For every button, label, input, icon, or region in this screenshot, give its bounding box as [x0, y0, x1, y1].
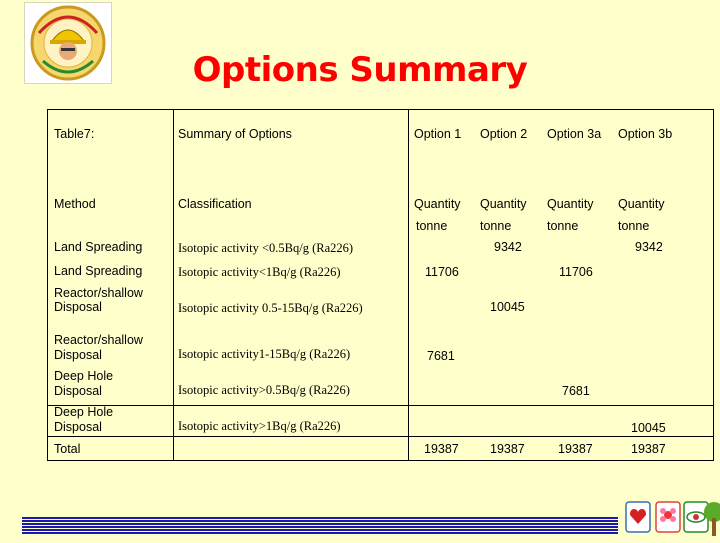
row-4-method-line-2: Disposal	[54, 348, 102, 362]
row-5-method-line-1: Deep Hole	[54, 369, 114, 383]
unit-label-4: tonne	[618, 219, 650, 233]
row-3-value: 10045	[490, 300, 525, 314]
row-4-classification: Isotopic activity1-15Bq/g (Ra226)	[178, 347, 351, 361]
row-2-value-b: 11706	[559, 265, 593, 279]
row-6-method-line-2: Disposal	[54, 420, 102, 434]
heart-hand-icon	[624, 498, 652, 536]
option-3a-header: Option 3a	[547, 127, 602, 141]
tree-icon	[702, 498, 720, 536]
options-summary-table	[47, 109, 714, 461]
row-6-method-line-1: Deep Hole	[54, 405, 114, 419]
row-2-method: Land Spreading	[54, 264, 143, 278]
total-label: Total	[54, 442, 81, 456]
footer-icons	[624, 498, 720, 540]
row-6-classification: Isotopic activity>1Bq/g (Ra226)	[178, 419, 341, 433]
row-5-classification: Isotopic activity>0.5Bq/g (Ra226)	[178, 383, 350, 397]
row-3-classification: Isotopic activity 0.5-15Bq/g (Ra226)	[178, 301, 363, 315]
unit-label-1: tonne	[416, 219, 448, 233]
row-5-value: 7681	[562, 384, 590, 398]
table-caption: Table7:	[54, 127, 95, 141]
row-4-method-line-1: Reactor/shallow	[54, 333, 143, 347]
classification-label: Classification	[178, 197, 252, 211]
quantity-label-3: Quantity	[547, 197, 594, 211]
row-5-method-line-2: Disposal	[54, 384, 102, 398]
row-2-classification: Isotopic activity<1Bq/g (Ra226)	[178, 265, 341, 279]
row-3-method-line-2: Disposal	[54, 300, 102, 314]
row-1-classification: Isotopic activity <0.5Bq/g (Ra226)	[178, 241, 354, 255]
option-3b-header: Option 3b	[618, 127, 673, 141]
page-title: Options Summary	[192, 50, 528, 90]
method-label: Method	[54, 197, 96, 211]
total-option-2: 19387	[490, 442, 525, 456]
total-option-3a: 19387	[558, 442, 593, 456]
quantity-label-4: Quantity	[618, 197, 665, 211]
row-1-value-b: 9342	[635, 240, 663, 254]
row-4-value: 7681	[427, 349, 455, 363]
total-option-1: 19387	[424, 442, 459, 456]
summary-label: Summary of Options	[178, 127, 292, 141]
row-1-value-a: 9342	[494, 240, 522, 254]
option-2-header: Option 2	[480, 127, 528, 141]
row-3-method-line-1: Reactor/shallow	[54, 286, 143, 300]
unit-label-3: tonne	[547, 219, 579, 233]
flower-icon	[654, 498, 682, 536]
row-1-method: Land Spreading	[54, 240, 143, 254]
unit-label-2: tonne	[480, 219, 512, 233]
row-6-value: 10045	[631, 421, 666, 435]
total-option-3b: 19387	[631, 442, 666, 456]
quantity-label-2: Quantity	[480, 197, 527, 211]
footer-rule	[22, 517, 618, 535]
option-1-header: Option 1	[414, 127, 462, 141]
quantity-label-1: Quantity	[414, 197, 461, 211]
row-2-value-a: 11706	[425, 265, 459, 279]
